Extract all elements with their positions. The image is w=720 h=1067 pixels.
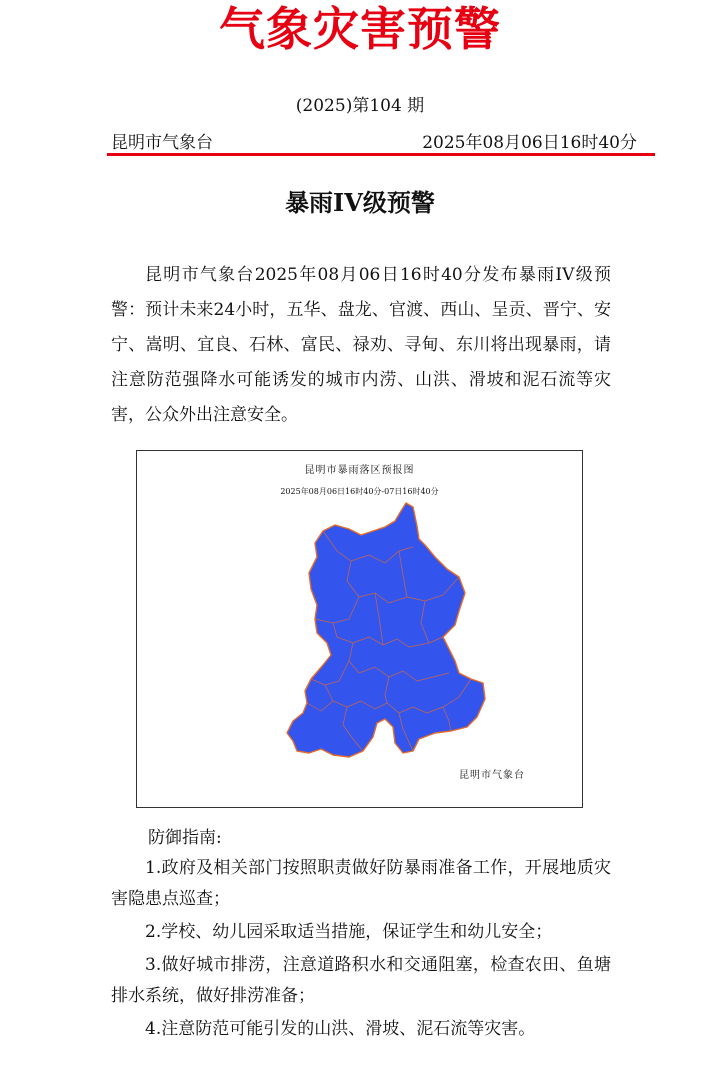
issuer-name: 昆明市气象台	[111, 133, 213, 153]
map-credit: 昆明市气象台	[459, 770, 525, 781]
guidance-item: 3.做好城市排涝，注意道路积水和交通阻塞，检查农田、鱼塘排水系统，做好排涝准备；	[111, 955, 611, 1006]
issue-datetime: 2025年08月06日16时40分	[422, 133, 637, 153]
rainfall-region	[287, 503, 485, 757]
issuer-row	[111, 128, 637, 153]
guidance-heading: 防御指南:	[148, 828, 222, 848]
issue-number: (2025)第104 期	[295, 96, 425, 116]
map-graphic	[137, 451, 582, 807]
warning-title: 暴雨IV级预警	[285, 188, 435, 217]
forecast-map	[136, 450, 583, 808]
masthead-title: 气象灾害预警	[219, 2, 501, 56]
map-title: 昆明市暴雨落区预报图	[304, 465, 415, 476]
guidance-item: 2.学校、幼儿园采取适当措施，保证学生和幼儿安全；	[145, 922, 553, 942]
guidance-list	[111, 853, 611, 1047]
guidance-item: 4.注意防范可能引发的山洪、滑坡、泥石流等灾害。	[145, 1019, 536, 1039]
red-divider	[107, 153, 655, 156]
guidance-item: 1.政府及相关部门按照职责做好防暴雨准备工作，开展地质灾害隐患点巡查；	[111, 858, 611, 909]
map-subtitle: 2025年08月06日16时40分-07日16时40分	[280, 487, 439, 496]
warning-body: 昆明市气象台2025年08月06日16时40分发布暴雨IV级预警：预计未来24小时，五华、盘龙、官渡、西山、呈贡、晋宁、安宁、嵩明、宜良、石林、富民、禄劝、寻甸、东川将出现暴雨，请注意防范强降水可能诱发的城市内涝、山洪、滑坡和泥石流等灾害，公众外出注意安全。	[111, 265, 611, 425]
